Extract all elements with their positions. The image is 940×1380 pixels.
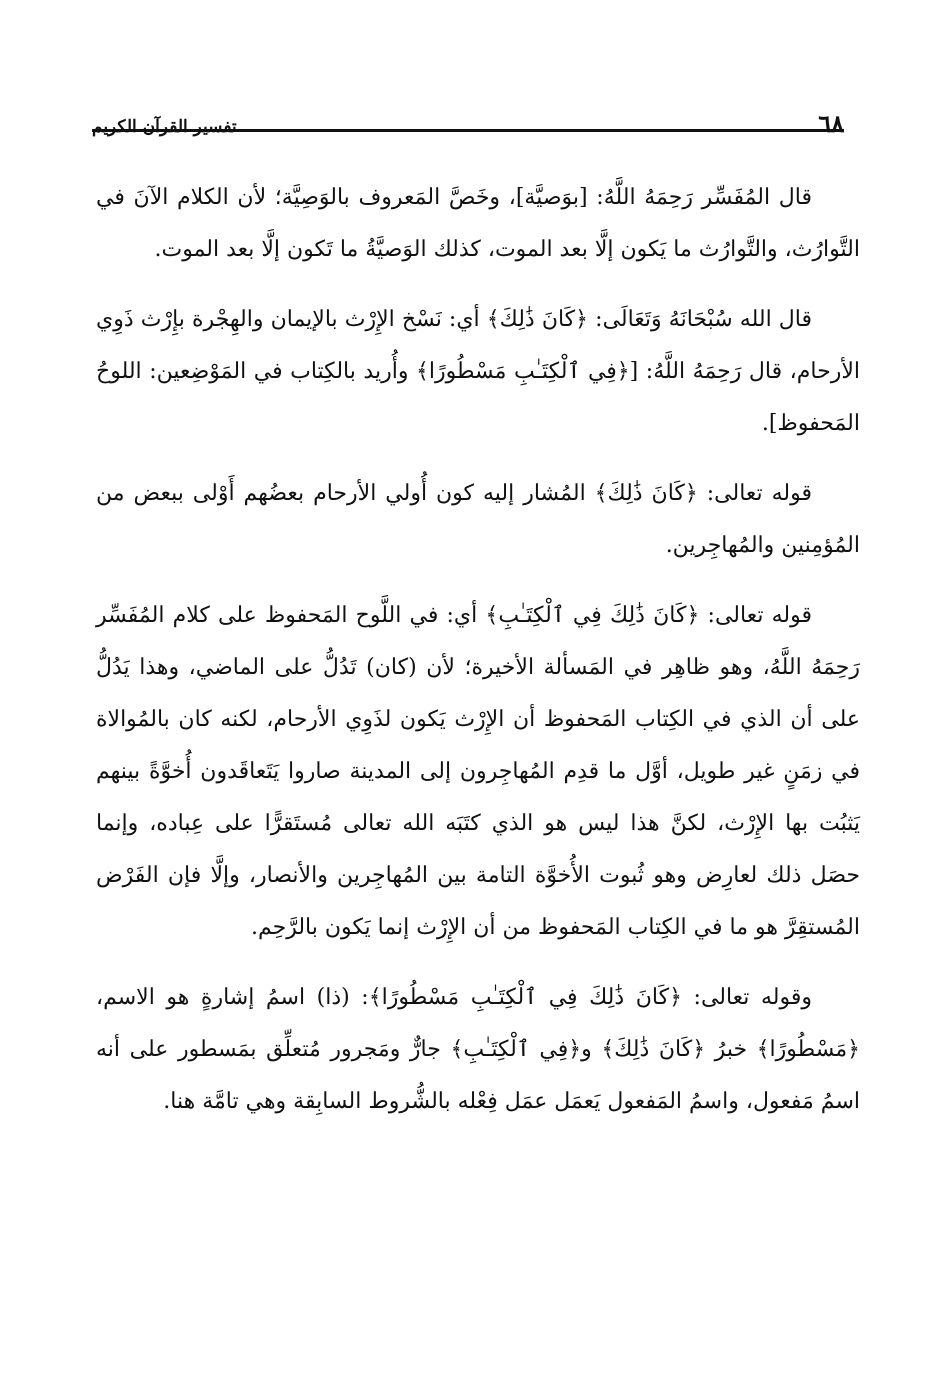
page-body <box>96 172 860 1146</box>
paragraph: وقوله تعالى: ﴿كَانَ ذَٰلِكَ فِي ٱلْكِتَـٰبِ مَسْطُورًا﴾: (ذا) اسمُ إشارةٍ هو الاسم، ﴿مَسْطُورًا﴾ خبرُ ﴿كَانَ ذَٰلِكَ﴾ و﴿فِي ٱلْكِتَـٰبِ﴾ جارٌّ ومَجرور مُتعلِّق بمَسطور على أنه اسمُ مَفعول، واسمُ المَفعول يَعمَل عمَل فِعْله بالشُّروط السابِقة وهي تامَّة هنا. <box>96 985 860 1114</box>
paragraph: قوله تعالى: ﴿كَانَ ذَٰلِكَ﴾ المُشار إليه كون أُولي الأرحام بعضُهم أَوْلى ببعض من المُؤمِنين والمُهاجِرين. <box>96 481 860 558</box>
paragraph: قال الله سُبْحَانَهُ وَتَعَالَى: ﴿كَانَ ذَٰلِكَ﴾ أي: نَسْخ الإِرْث بالإيمان والهِجْرة بإِرْث ذَوِي الأرحام، قال رَحِمَهُ اللَّهُ: [﴿فِي ٱلْكِتَـٰبِ مَسْطُورًا﴾ وأُريد بالكِتاب في المَوْضِعين: اللوحُ المَحفوظ]. <box>96 307 860 436</box>
book-title: تفسير القرآن الكريم <box>92 117 237 137</box>
page-number: ٦٨ <box>818 109 844 138</box>
header-divider <box>92 129 844 132</box>
paragraph: قوله تعالى: ﴿كَانَ ذَٰلِكَ فِي ٱلْكِتَـٰبِ﴾ أي: في اللَّوح المَحفوظ على كلام المُفَسِّر رَحِمَهُ اللَّهُ، وهو ظاهِر في المَسألة الأخيرة؛ لأن (كان) تَدُلُّ على الماضي، وهذا يَدُلُّ على أن الذي في الكِتاب المَحفوظ أن الإِرْث يَكون لذَوِي الأرحام، لكنه كان بالمُوالاة في زمَنٍ غير طويل، أوَّل ما قدِم المُهاجِرون إلى المدينة صاروا يَتَعاقَدون أُخوَّةً بينهم يَثبُت بها الإِرْث، لكنَّ هذا ليس هو الذي كتَبَه الله تعالى مُستَقرًّا على عِباده، وإنما حصَل ذلك لعارِض وهو ثُبوت الأُخوَّة التامة بين المُهاجِرين والأنصار، وإلَّا فإن الفَرْض المُستقِرَّ هو ما في الكِتاب المَحفوظ من أن الإِرْث إنما يَكون بالرَّحِم. <box>96 603 860 940</box>
paragraph: قال المُفَسِّر رَحِمَهُ اللَّهُ: [بوَصيَّة]، وخَصَّ المَعروف بالوَصِيَّة؛ لأن الكلام الآنَ في التَّوارُث، والتَّوارُث ما يَكون إلَّا بعد الموت، كذلك الوَصيَّةُ ما تَكون إلَّا بعد الموت. <box>96 185 860 262</box>
